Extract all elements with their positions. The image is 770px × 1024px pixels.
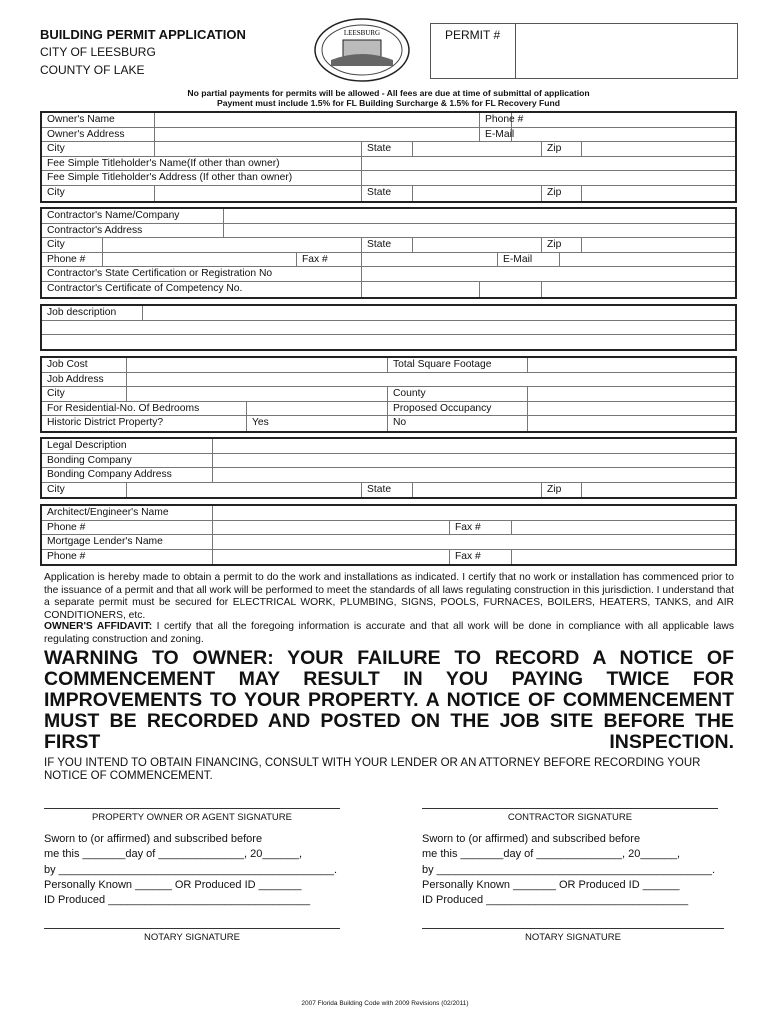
contractor-city-label: City xyxy=(42,238,103,252)
owner-address-label: Owner's Address xyxy=(42,128,155,142)
titleholder-city-field[interactable] xyxy=(155,186,362,201)
personally-known-line[interactable]: Personally Known _______ OR Produced ID ______ xyxy=(422,878,680,891)
permit-number-box xyxy=(430,23,738,79)
contractor-competency-field-3[interactable] xyxy=(542,282,735,297)
warning-to-owner: WARNING TO OWNER: YOUR FAILURE TO RECORD A NOTICE OF COMMENCEMENT MAY RESULT IN YOU PAYING TWICE FOR IMPROVEMENTS TO YOUR PROPERTY. A NOTICE OF COMMENCEMENT MUST BE RECORDED AND POSTED ON THE JOB SITE BEFORE THE FIRST INSPECTION. xyxy=(44,647,734,753)
owner-email-field[interactable] xyxy=(512,128,735,142)
job-description-line-3[interactable] xyxy=(42,335,735,349)
job-cost-label: Job Cost xyxy=(42,358,127,372)
job-description-line-2[interactable] xyxy=(42,321,735,335)
owner-affidavit xyxy=(44,621,734,646)
contractor-state-label: State xyxy=(362,238,413,252)
owner-name-label: Owner's Name xyxy=(42,113,155,127)
titleholder-zip-label: Zip xyxy=(542,186,582,201)
occupancy-field[interactable] xyxy=(528,402,735,416)
financing-notice: IF YOU INTEND TO OBTAIN FINANCING, CONSULT WITH YOUR LENDER OR AN ATTORNEY BEFORE RECORDING YOUR NOTICE OF COMMENCEMENT. xyxy=(44,757,701,782)
historic-no-option[interactable]: No xyxy=(388,416,528,431)
owner-city-label: City xyxy=(42,142,155,156)
owner-email-label: E-Mail xyxy=(480,128,512,142)
owner-phone-field[interactable] xyxy=(512,113,735,127)
contractor-signature-line[interactable]: CONTRACTOR SIGNATURE xyxy=(422,808,718,823)
contractor-competency-label: Contractor's Certificate of Competency No. xyxy=(42,282,362,297)
contractor-fax-label: Fax # xyxy=(297,253,362,267)
contractor-signature-block xyxy=(422,808,718,943)
architect-section xyxy=(40,504,737,566)
contractor-section xyxy=(40,207,737,299)
bonding-section xyxy=(40,437,737,499)
county-field[interactable] xyxy=(528,387,735,401)
sworn-by-line[interactable]: by _____________________________________________. xyxy=(422,863,716,876)
bonding-city-field[interactable] xyxy=(127,483,362,498)
titleholder-zip-field[interactable] xyxy=(582,186,735,201)
contractor-cert-label: Contractor's State Certification or Registration No xyxy=(42,267,362,281)
lender-name-label: Mortgage Lender's Name xyxy=(42,535,213,549)
contractor-competency-field-2[interactable] xyxy=(480,282,542,297)
owner-name-field[interactable] xyxy=(155,113,480,127)
footer-revision: 2007 Florida Building Code with 2009 Revisions (02/2011) xyxy=(301,1000,469,1007)
contractor-email-field[interactable] xyxy=(560,253,735,267)
historic-extra-field[interactable] xyxy=(528,416,735,431)
contractor-fax-field[interactable] xyxy=(362,253,498,267)
id-produced-line[interactable]: ID Produced _________________________________ xyxy=(44,894,311,907)
titleholder-name-label: Fee Simple Titleholder's Name(If other than owner) xyxy=(42,157,362,171)
contractor-email-label: E-Mail xyxy=(498,253,560,267)
job-description-label: Job description xyxy=(42,306,143,320)
contractor-name-field[interactable] xyxy=(224,209,735,223)
lender-fax-field[interactable] xyxy=(512,550,735,565)
contractor-notary-signature[interactable]: NOTARY SIGNATURE xyxy=(422,928,724,943)
owner-zip-label: Zip xyxy=(542,142,582,156)
job-details-section xyxy=(40,356,737,433)
sworn-date-line[interactable]: me this _______day of ______________, 20______, xyxy=(44,848,303,861)
contractor-cert-field[interactable] xyxy=(362,267,735,281)
owner-signature-line[interactable]: PROPERTY OWNER OR AGENT SIGNATURE xyxy=(44,808,340,823)
architect-fax-field[interactable] xyxy=(512,521,735,535)
owner-signature-block xyxy=(44,808,340,943)
bonding-zip-label: Zip xyxy=(542,483,582,498)
contractor-city-field[interactable] xyxy=(103,238,362,252)
contractor-phone-field[interactable] xyxy=(103,253,297,267)
bonding-company-label: Bonding Company xyxy=(42,454,213,468)
contractor-zip-field[interactable] xyxy=(582,238,735,252)
lender-phone-label: Phone # xyxy=(42,550,213,565)
owner-state-field[interactable] xyxy=(413,142,542,156)
architect-name-field[interactable] xyxy=(213,506,735,520)
titleholder-address-field[interactable] xyxy=(362,171,735,185)
owner-state-label: State xyxy=(362,142,413,156)
lender-name-field[interactable] xyxy=(213,535,735,549)
bedrooms-label: For Residential-No. Of Bedrooms xyxy=(42,402,247,416)
application-statement: Application is hereby made to obtain a permit to do the work and installations as indicated. I certify that no work or installation has commenced prior to the issuance of a permit and that all work will be performed to meet the standards of all laws regulating construction in this jurisdiction. I understand that a separate permit must be secured for ELECTRICAL WORK, PLUMBING, SIGNS, POOLS, FURNACES, BOILERS, HEATERS, TANKS, and AIR CONDITIONERS, etc. xyxy=(44,572,734,621)
svg-text:LEESBURG: LEESBURG xyxy=(343,29,381,37)
titleholder-name-field[interactable] xyxy=(362,157,735,171)
architect-phone-field[interactable] xyxy=(213,521,450,535)
owner-zip-field[interactable] xyxy=(582,142,735,156)
affidavit-text: I certify that all the foregoing information is accurate and that all work will be done in compliance with all applicable laws regulating construction and zoning. xyxy=(44,621,734,645)
legal-description-label: Legal Description xyxy=(42,439,213,453)
job-city-label: City xyxy=(42,387,127,401)
permit-number-label: PERMIT # xyxy=(431,24,516,78)
sworn-line-1: Sworn to (or affirmed) and subscribed before xyxy=(422,833,641,845)
owner-address-field[interactable] xyxy=(155,128,480,142)
owner-notary-signature[interactable]: NOTARY SIGNATURE xyxy=(44,928,340,943)
historic-label: Historic District Property? xyxy=(42,416,247,431)
titleholder-city-label: City xyxy=(42,186,155,201)
contractor-address-label: Contractor's Address xyxy=(42,224,224,238)
bonding-state-field[interactable] xyxy=(413,483,542,498)
city-name: CITY OF LEESBURG xyxy=(40,45,156,59)
legal-description-field[interactable] xyxy=(213,439,735,453)
city-seal-logo xyxy=(313,18,411,82)
bonding-company-field[interactable] xyxy=(213,454,735,468)
bonding-city-label: City xyxy=(42,483,127,498)
sqft-field[interactable] xyxy=(528,358,735,372)
bonding-zip-field[interactable] xyxy=(582,483,735,498)
bonding-state-label: State xyxy=(362,483,413,498)
contractor-address-field[interactable] xyxy=(224,224,735,238)
contractor-phone-label: Phone # xyxy=(42,253,103,267)
bedrooms-field[interactable] xyxy=(247,402,388,416)
notice-line-2: Payment must include 1.5% for FL Building Surcharge & 1.5% for FL Recovery Fund xyxy=(216,98,561,108)
historic-yes-option[interactable]: Yes xyxy=(247,416,388,431)
titleholder-address-label: Fee Simple Titleholder's Address (If other than owner) xyxy=(42,171,362,185)
job-address-label: Job Address xyxy=(42,373,127,387)
architect-name-label: Architect/Engineer's Name xyxy=(42,506,213,520)
affidavit-label: OWNER'S AFFIDAVIT: xyxy=(44,621,153,632)
owner-city-field[interactable] xyxy=(155,142,362,156)
contractor-zip-label: Zip xyxy=(542,238,582,252)
lender-fax-label: Fax # xyxy=(450,550,512,565)
contractor-state-field[interactable] xyxy=(413,238,542,252)
job-city-field[interactable] xyxy=(127,387,388,401)
contractor-competency-field[interactable] xyxy=(362,282,480,297)
notice-line-1: No partial payments for permits will be allowed - All fees are due at time of submittal of application xyxy=(187,88,590,98)
sworn-date-line[interactable]: me this _______day of ______________, 20______, xyxy=(422,848,681,861)
job-cost-field[interactable] xyxy=(127,358,388,372)
occupancy-label: Proposed Occupancy xyxy=(388,402,528,416)
bonding-address-label: Bonding Company Address xyxy=(42,468,213,482)
county-label: County xyxy=(388,387,528,401)
personally-known-line[interactable]: Personally Known ______ OR Produced ID _______ xyxy=(44,878,302,891)
permit-number-field[interactable] xyxy=(516,24,737,78)
sworn-line-1: Sworn to (or affirmed) and subscribed before xyxy=(44,833,263,845)
sworn-by-line[interactable]: by _____________________________________________. xyxy=(44,863,338,876)
architect-phone-label: Phone # xyxy=(42,521,213,535)
sqft-label: Total Square Footage xyxy=(388,358,528,372)
form-title: BUILDING PERMIT APPLICATION xyxy=(40,27,246,42)
id-produced-line[interactable]: ID Produced _________________________________ xyxy=(422,894,689,907)
job-description-section xyxy=(40,304,737,351)
job-address-field[interactable] xyxy=(127,373,735,387)
titleholder-state-label: State xyxy=(362,186,413,201)
titleholder-state-field[interactable] xyxy=(413,186,542,201)
architect-fax-label: Fax # xyxy=(450,521,512,535)
county-name: COUNTY OF LAKE xyxy=(40,63,145,77)
contractor-name-label: Contractor's Name/Company xyxy=(42,209,224,223)
owner-phone-label: Phone # xyxy=(480,113,512,127)
lender-phone-field[interactable] xyxy=(213,550,450,565)
owner-section xyxy=(40,111,737,203)
job-description-field[interactable] xyxy=(143,306,735,320)
bonding-address-field[interactable] xyxy=(213,468,735,482)
